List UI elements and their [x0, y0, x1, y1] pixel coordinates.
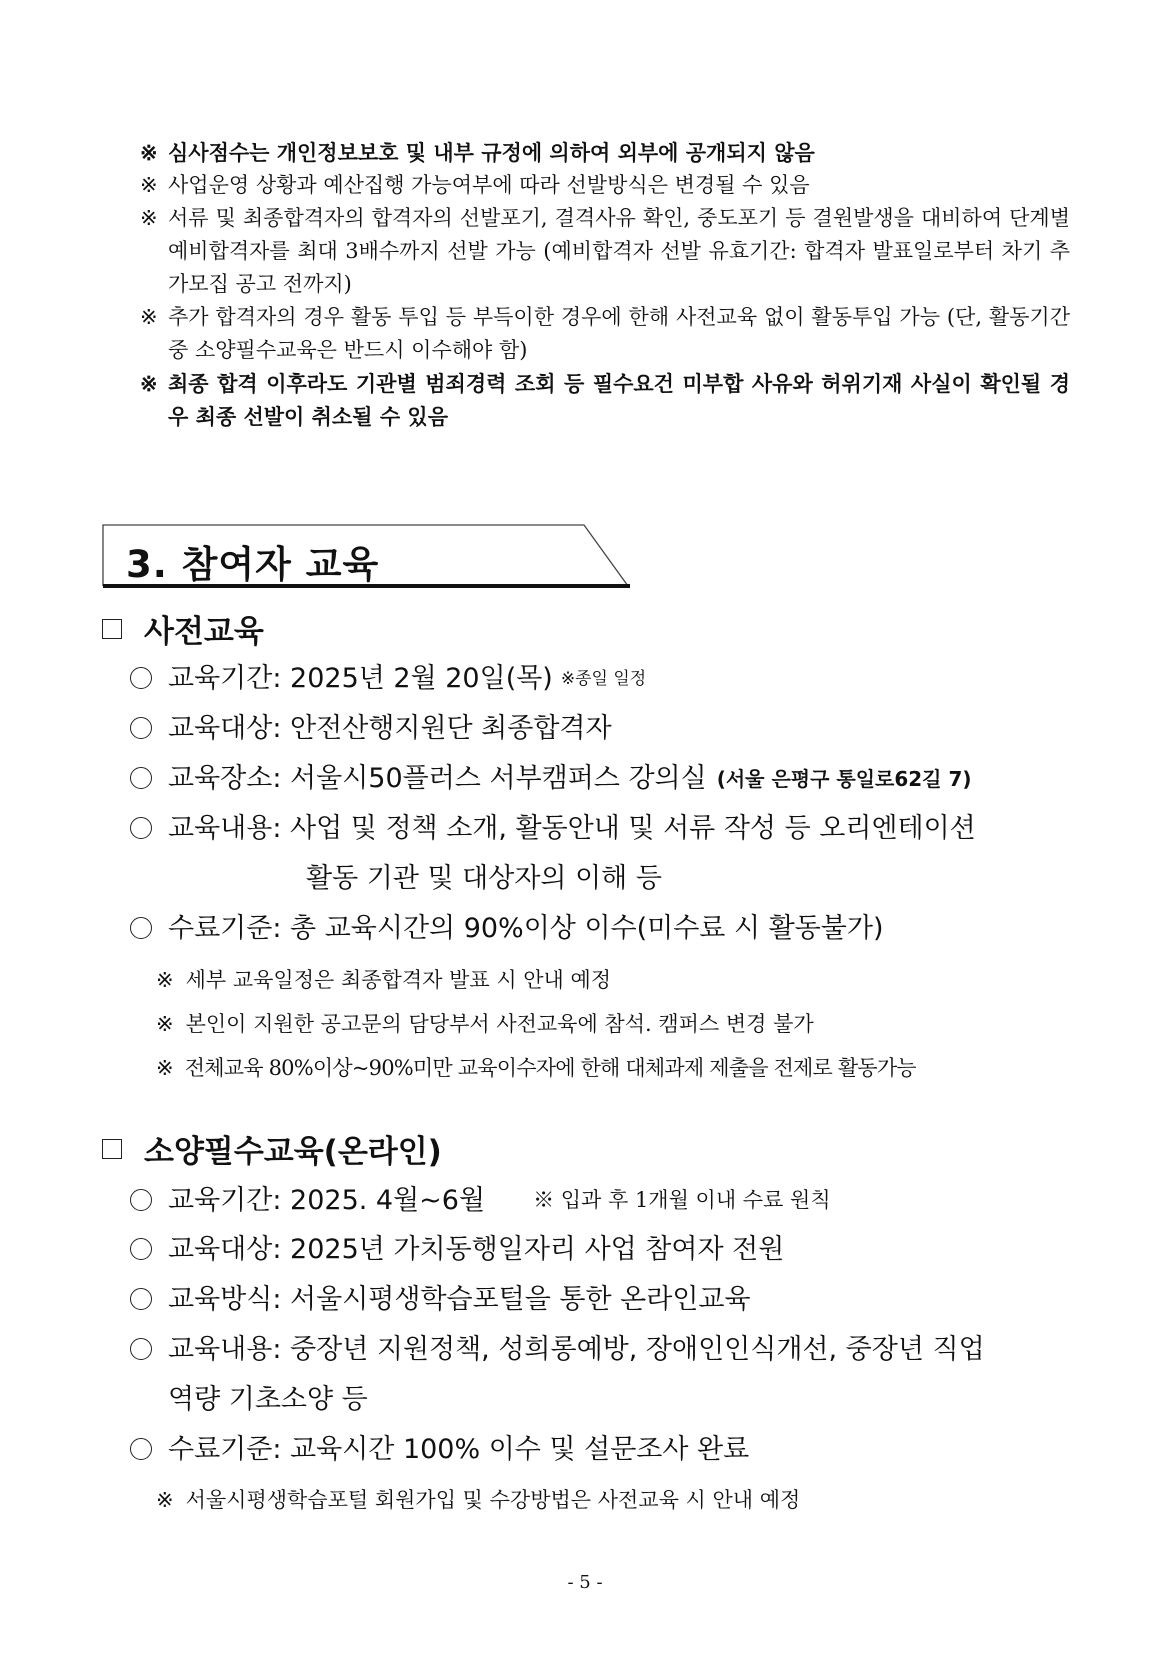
pre-education-note [156, 1009, 814, 1039]
square-bullet-icon [102, 1139, 122, 1159]
item-value: 사업 및 정책 소개, 활동안내 및 서류 작성 등 오리엔테이션 [290, 813, 976, 844]
item-label: 교육기간: [168, 663, 282, 694]
note-reserve-candidates [140, 202, 1070, 301]
item-value: 서울시평생학습포털을 통한 온라인교육 [290, 1284, 751, 1315]
item-label: 교육대상: [168, 1234, 282, 1265]
note-text: 추가 합격자의 경우 활동 투입 등 부득이한 경우에 한해 사전교육 없이 활동투입 가능 (단, 활동기간 중 소양필수교육은 반드시 이수해야 함) [168, 305, 1070, 362]
item-label: 교육내용: [168, 813, 282, 844]
reference-mark: ※ [156, 1056, 173, 1080]
online-education-period [130, 1182, 831, 1219]
online-education-note [156, 1485, 800, 1515]
item-value: 교육시간 100% 이수 및 설문조사 완료 [290, 1434, 750, 1465]
section-title-box [102, 524, 632, 590]
circle-bullet-icon [130, 717, 152, 739]
circle-bullet-icon [130, 1189, 152, 1211]
page-number: - 5 - [567, 1572, 603, 1593]
pre-education-content [130, 811, 976, 847]
note-text: 세부 교육일정은 최종합격자 발표 시 안내 예정 [185, 968, 612, 992]
circle-bullet-icon [130, 1438, 152, 1460]
item-label: 교육장소: [168, 763, 282, 794]
online-education-content-continued: 역량 기초소양 등 [168, 1384, 368, 1415]
item-label: 교육대상: [168, 713, 282, 744]
pre-education-target [130, 711, 612, 747]
note-text: 최종 합격 이후라도 기관별 범죄경력 조회 등 필수요건 미부합 사유와 허위기재 사실이 확인될 경우 최종 선발이 취소될 수 있음 [168, 371, 1070, 429]
item-value: 2025. 4월~6월 [290, 1185, 486, 1216]
pre-education-note [156, 965, 611, 995]
online-education-method [130, 1282, 751, 1318]
online-education-criteria [130, 1432, 749, 1468]
online-education-content [130, 1332, 985, 1368]
reference-mark: ※ [140, 140, 158, 165]
pre-education-period [130, 661, 646, 697]
note-text: 서울시평생학습포털 회원가입 및 수강방법은 사전교육 시 안내 예정 [185, 1488, 801, 1512]
circle-bullet-icon [130, 917, 152, 939]
note-additional-pass [140, 301, 1070, 367]
pre-education-note [156, 1053, 916, 1083]
subsection-heading: 소양필수교육(온라인) [144, 1134, 442, 1170]
pre-education-place [130, 761, 972, 797]
item-value: 중장년 지원정책, 성희롱예방, 장애인인식개선, 중장년 직업 [290, 1334, 985, 1365]
item-value: 서울시50플러스 서부캠퍼스 강의실 [290, 763, 707, 794]
place-address: (서울 은평구 통일로62길 7) [716, 767, 972, 791]
note-text: 사업운영 상황과 예산집행 가능여부에 따라 선발방식은 변경될 수 있음 [168, 173, 810, 197]
pre-education-criteria [130, 911, 884, 947]
selection-notes [140, 136, 1070, 433]
reference-mark: ※ [156, 1488, 174, 1512]
circle-bullet-icon [130, 667, 152, 689]
reference-mark: ※ [140, 371, 158, 396]
note-selection-method [140, 169, 1070, 202]
note-text: 서류 및 최종합격자의 합격자의 선발포기, 결격사유 확인, 중도포기 등 결원발생을 대비하여 단계별 예비합격자를 최대 3배수까지 선발 가능 (예비합격자 선발 유효기간: 합격자 발표일로부터 차기 추가모집 공고 전까지) [168, 206, 1070, 296]
note-text: 심사점수는 개인정보보호 및 내부 규정에 의하여 외부에 공개되지 않음 [168, 140, 815, 165]
item-value: 2025년 가치동행일자리 사업 참여자 전원 [290, 1234, 785, 1265]
note-text: 전체교육 80%이상~90%미만 교육이수자에 한해 대체과제 제출을 전제로 활동가능 [184, 1056, 916, 1080]
circle-bullet-icon [130, 767, 152, 789]
note-score-private [140, 136, 1070, 169]
circle-bullet-icon [130, 817, 152, 839]
subsection-heading: 사전교육 [144, 614, 264, 650]
reference-mark: ※ [140, 206, 158, 230]
reference-mark: ※ [156, 968, 174, 992]
item-label: 수료기준: [168, 1434, 282, 1465]
item-value: 총 교육시간의 90%이상 이수(미수료 시 활동불가) [290, 913, 884, 944]
item-note: ※ 입과 후 1개월 이내 수료 원칙 [533, 1188, 831, 1212]
online-education-target [130, 1232, 784, 1268]
item-label: 수료기준: [168, 913, 282, 944]
item-label: 교육방식: [168, 1284, 282, 1315]
circle-bullet-icon [130, 1288, 152, 1310]
item-value: 2025년 2월 20일(목) [290, 663, 553, 694]
pre-education-content-continued: 활동 기관 및 대상자의 이해 등 [306, 863, 662, 894]
circle-bullet-icon [130, 1238, 152, 1260]
circle-bullet-icon [130, 1338, 152, 1360]
note-text: 본인이 지원한 공고문의 담당부서 사전교육에 참석. 캠퍼스 변경 불가 [185, 1012, 814, 1036]
reference-mark: ※ [156, 1012, 174, 1036]
reference-mark: ※ [140, 173, 158, 197]
square-bullet-icon [102, 619, 122, 639]
item-label: 교육내용: [168, 1334, 282, 1365]
section-title: 3. 참여자 교육 [126, 543, 380, 586]
note-cancellation [140, 367, 1070, 433]
subsection-online-education [102, 1126, 442, 1171]
subsection-pre-education [102, 606, 264, 651]
item-note: ※종일 일정 [560, 669, 647, 689]
item-value: 안전산행지원단 최종합격자 [290, 713, 612, 744]
item-label: 교육기간: [168, 1185, 282, 1216]
reference-mark: ※ [140, 305, 158, 329]
